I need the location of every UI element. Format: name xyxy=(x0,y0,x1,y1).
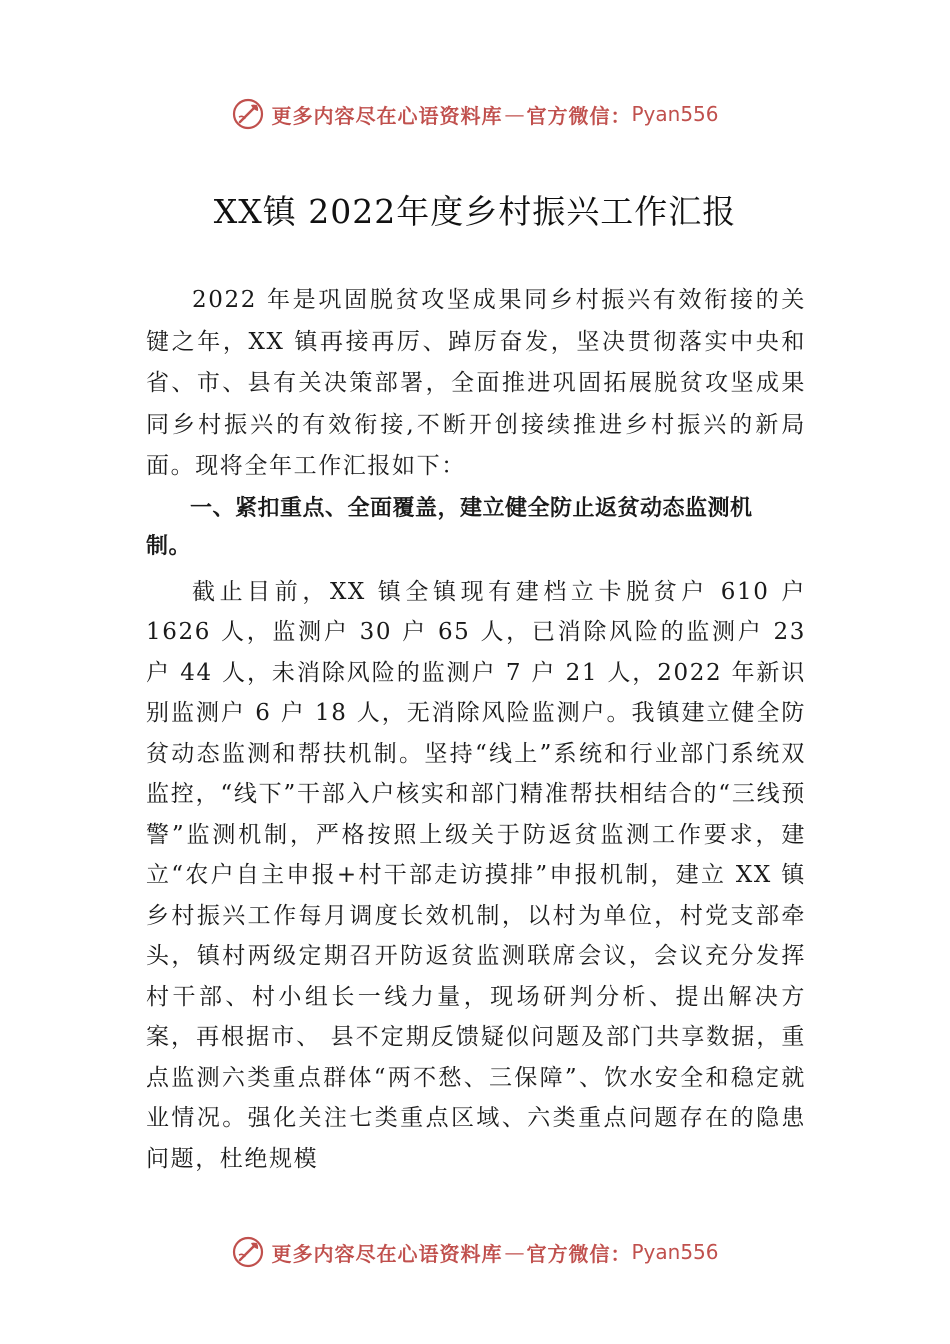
watermark-banner-bottom xyxy=(0,1230,950,1274)
section-paragraph: 截止目前，XX 镇全镇现有建档立卡脱贫户 610 户 1626 人，监测户 30 户 65 人，已消除风险的监测户 23 户 44 人，未消除风险的监测户 7 户 21 人，2022 年新识别监测户 6 户 18 人，无消除风险监测户。我镇建立健全防贫动态监测和帮扶机制。坚持“线上”系统和行业部门系统双监控，“线下”干部入户核实和部门精准帮扶相结合的“三线预警”监测机制，严格按照上级关于防返贫监测工作要求，建立“农户自主申报+村干部走访摸排”申报机制，建立 XX 镇乡村振兴工作每月调度长效机制，以村为单位，村党支部牵头，镇村两级定期召开防返贫监测联席会议，会议充分发挥村干部、村小组长一线力量，现场研判分析、提出解决方案，再根据市、 县不定期反馈疑似问题及部门共享数据，重点监测六类重点群体“两不愁、三保障”、饮水安全和稳定就业情况。强化关注七类重点区域、六类重点问题存在的隐患问题，杜绝规模 xyxy=(146,578,806,1172)
quill-pen-logo-icon xyxy=(231,1235,265,1269)
watermark-text: 更多内容尽在心语资料库 xyxy=(271,1241,503,1266)
document-body xyxy=(146,280,806,1179)
intro-paragraph: 2022 年是巩固脱贫攻坚成果同乡村振兴有效衔接的关键之年，XX 镇再接再厉、踔厉奋发，坚决贯彻落实中央和省、市、县有关决策部署，全面推进巩固拓展脱贫攻坚成果同乡村振兴的有效衔接,不断开创接续推进乡村振兴的新局面。现将全年工作汇报如下： xyxy=(146,287,806,479)
watermark-wechat-label: 官方微信： xyxy=(526,1241,632,1266)
watermark-wechat-id: Pyan556 xyxy=(631,1240,719,1264)
watermark-wechat-label: 官方微信： xyxy=(526,103,632,128)
watermark-separator: — xyxy=(504,1240,525,1264)
document-title: XX镇 2022年度乡村振兴工作汇报 xyxy=(213,192,737,231)
watermark-separator: — xyxy=(504,102,525,126)
watermark-banner-top xyxy=(0,92,950,136)
watermark-text: 更多内容尽在心语资料库 xyxy=(271,103,503,128)
section-heading: 一、紧扣重点、全面覆盖，建立健全防止返贫动态监测机制。 xyxy=(146,495,753,559)
watermark-wechat-id: Pyan556 xyxy=(631,102,719,126)
quill-pen-logo-icon xyxy=(231,97,265,131)
